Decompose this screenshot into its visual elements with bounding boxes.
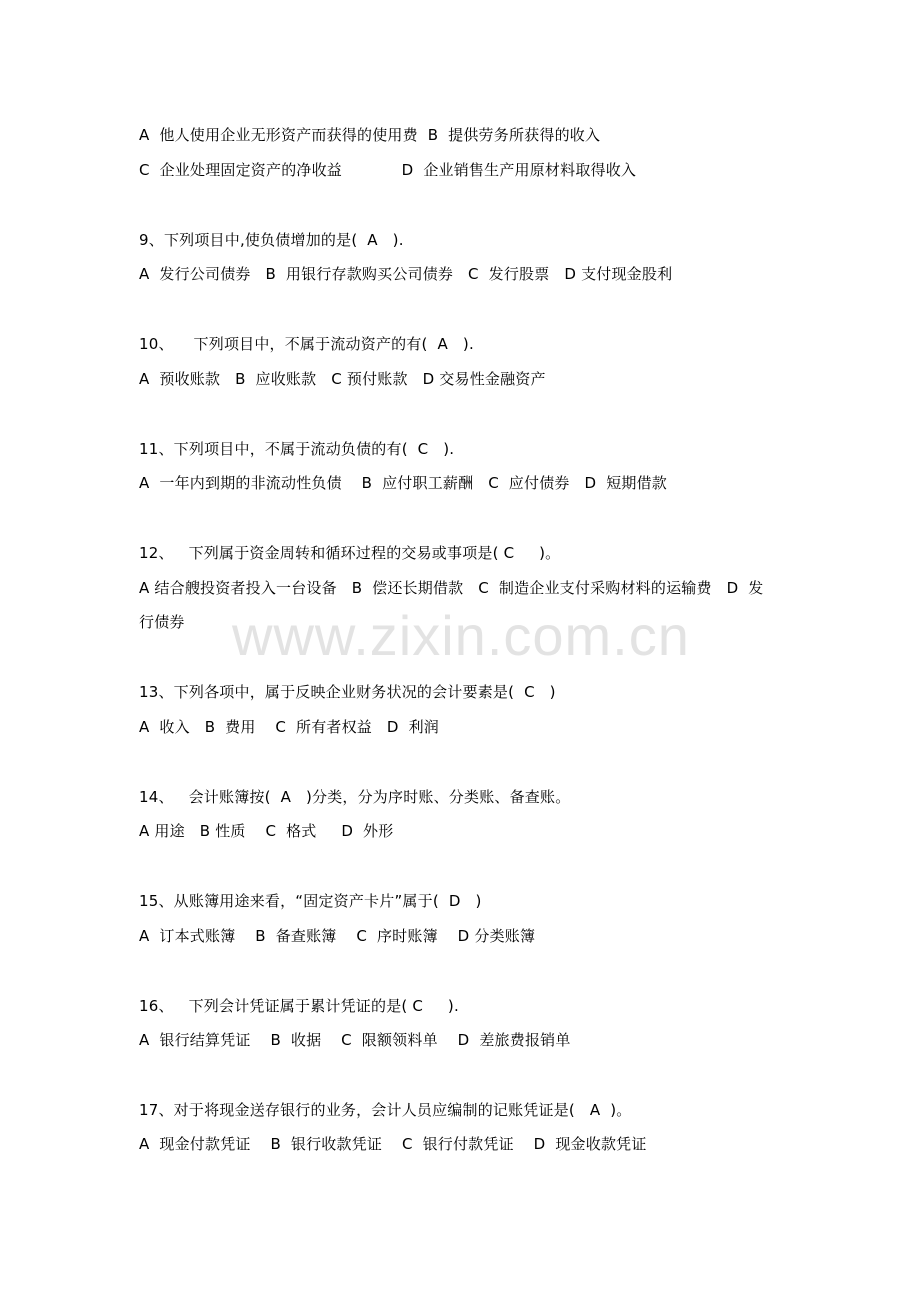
q16-options: A 银行结算凭证 B 收据 C 限额领料单 D 差旅费报销单 xyxy=(139,1031,571,1049)
q8-options-ab: A 他人使用企业无形资产而获得的使用费 B 提供劳务所获得的收入 xyxy=(139,126,601,144)
q12-options-wrap: 行债券 xyxy=(139,613,185,631)
q9-question: 9、下列项目中,使负债增加的是( A ). xyxy=(139,231,404,249)
q15-options: A 订本式账簿 B 备查账簿 C 序时账簿 D 分类账簿 xyxy=(139,927,536,945)
q10-options: A 预收账款 B 应收账款 C 预付账款 D 交易性金融资产 xyxy=(139,370,546,388)
q17-question: 17、对于将现金送存银行的业务，会计人员应编制的记账凭证是( A )。 xyxy=(139,1101,632,1119)
q13-options: A 收入 B 费用 C 所有者权益 D 利润 xyxy=(139,718,440,736)
q9-options: A 发行公司债券 B 用银行存款购买公司债券 C 发行股票 D 支付现金股利 xyxy=(139,265,673,283)
watermark: www.zixin.com.cn xyxy=(232,604,690,667)
q13-question: 13、下列各项中，属于反映企业财务状况的会计要素是( C ) xyxy=(139,683,556,701)
q12-question: 12、 下列属于资金周转和循环过程的交易或事项是( C )。 xyxy=(139,544,561,562)
q17-options: A 现金付款凭证 B 银行收款凭证 C 银行付款凭证 D 现金收款凭证 xyxy=(139,1135,647,1153)
q16-question: 16、 下列会计凭证属于累计凭证的是( C ). xyxy=(139,997,459,1015)
q12-options: A 结合艘投资者投入一台设备 B 偿还长期借款 C 制造企业支付采购材料的运输费 D 发 xyxy=(139,579,764,597)
q15-question: 15、从账簿用途来看，“固定资产卡片”属于( D ) xyxy=(139,892,482,910)
q14-question: 14、 会计账簿按( A )分类，分为序时账、分类账、备查账。 xyxy=(139,788,571,806)
q10-question: 10、 下列项目中，不属于流动资产的有( A ). xyxy=(139,335,474,353)
q8-options-cd: C 企业处理固定资产的净收益 D 企业销售生产用原材料取得收入 xyxy=(139,161,637,179)
q14-options: A 用途 B 性质 C 格式 D 外形 xyxy=(139,822,394,840)
q11-question: 11、下列项目中，不属于流动负债的有( C ). xyxy=(139,440,455,458)
q11-options: A 一年内到期的非流动性负债 B 应付职工薪酬 C 应付债券 D 短期借款 xyxy=(139,474,668,492)
